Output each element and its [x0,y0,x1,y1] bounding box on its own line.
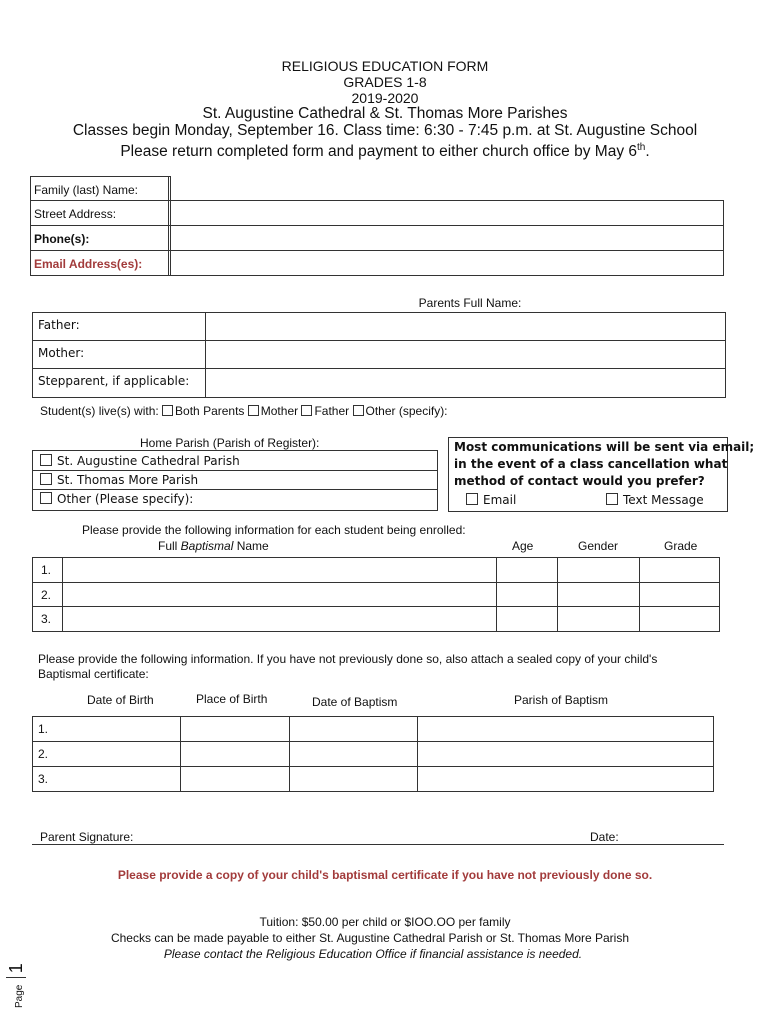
email-label: Email Address(es): [34,257,143,271]
baptism-row-3-number: 3. [38,772,49,786]
email-input[interactable] [170,251,721,274]
parish-option-other[interactable]: Other (Please specify): [40,492,193,506]
baptism-intro-line-2: Baptismal certificate: [38,667,149,681]
class-schedule: Classes begin Monday, September 16. Class time: 6:30 - 7:45 p.m. at St. Augustine School [72,122,698,139]
mother-input[interactable] [207,341,723,367]
street-address-label: Street Address: [34,207,117,221]
contact-line-2: in the event of a class cancellation what [454,457,728,471]
contact-option-text[interactable]: Text Message [606,493,704,507]
stepparent-input[interactable] [207,369,723,396]
col-age: Age [512,539,534,553]
parish-option-st-augustine[interactable]: St. Augustine Cathedral Parish [40,454,240,468]
date-label: Date: [590,830,619,844]
student-name-input[interactable] [64,583,495,605]
checkbox-other[interactable]: Other (specify): [353,404,448,418]
checkbox-both-parents[interactable]: Both Parents [162,404,244,418]
lives-with-row [40,404,448,418]
father-input[interactable] [207,313,723,339]
checkbox-father[interactable]: Father [301,404,349,418]
col-grade: Grade [664,539,698,553]
checkbox-icon [301,405,312,416]
col-gender: Gender [578,539,619,553]
phone-label: Phone(s): [34,232,90,246]
checkbox-icon [248,405,259,416]
col-baptismal-name: Full Baptismal Name [158,539,269,553]
mother-label: Mother: [38,346,85,360]
contact-line-3: method of contact would you prefer? [454,474,705,488]
student-row-2-number: 2. [41,588,52,602]
student-name-input[interactable] [64,558,495,581]
phone-input[interactable] [170,226,721,249]
checkbox-icon [40,454,52,466]
parent-signature-input[interactable] [140,822,580,842]
parish-option-st-thomas[interactable]: St. Thomas More Parish [40,473,198,487]
school-year: 2019-2020 [351,90,419,106]
checkbox-mother[interactable]: Mother [248,404,298,418]
col-parish-of-baptism: Parish of Baptism [514,693,609,707]
grades-line: GRADES 1-8 [343,74,427,90]
checkbox-icon [466,493,478,505]
checkbox-icon [353,405,364,416]
student-row-1-number: 1. [41,563,52,577]
financial-assistance-line: Please contact the Religious Education Office if financial assistance is needed. [163,947,583,961]
date-input[interactable] [622,822,722,842]
col-date-of-baptism: Date of Baptism [312,695,398,709]
form-title: RELIGIOUS EDUCATION FORM [281,58,489,74]
stepparent-label: Stepparent, if applicable: [38,374,190,388]
checkbox-icon [162,405,173,416]
baptism-row-1-number: 1. [38,722,49,736]
col-date-of-birth: Date of Birth [87,693,154,707]
checkbox-icon [606,493,618,505]
tuition-line: Tuition: $50.00 per child or $IOO.OO per family [259,915,511,929]
parishes-line: St. Augustine Cathedral & St. Thomas More Parishes [202,105,568,122]
checkbox-icon [40,473,52,485]
family-name-label: Family (last) Name: [34,183,139,197]
certificate-reminder: Please provide a copy of your child's baptismal certificate if you have not previously done so. [117,868,653,882]
parent-signature-label: Parent Signature: [40,830,134,844]
student-row-3-number: 3. [41,612,52,626]
lives-with-label: Student(s) live(s) with: [40,404,159,418]
baptism-row-2-number: 2. [38,747,49,761]
return-notice: Please return completed form and payment to either church office by May 6th. [120,142,650,161]
family-name-input[interactable] [170,177,721,200]
contact-option-email[interactable]: Email [466,493,516,507]
baptism-intro-line-1: Please provide the following information. If you have not previously done so, also attach a sealed copy of your child's [38,652,658,666]
contact-line-1: Most communications will be sent via email; [454,440,755,454]
street-address-input[interactable] [170,201,721,224]
checkbox-icon [40,492,52,504]
home-parish-heading: Home Parish (Parish of Register): [140,436,320,450]
signature-line [32,844,724,845]
checks-line: Checks can be made payable to either St. Augustine Cathedral Parish or St. Thomas More Parish [110,931,630,945]
parents-heading: Parents Full Name: [418,296,522,310]
page-number: Page 1 [6,963,26,1008]
col-place-of-birth: Place of Birth [196,692,268,706]
baptism-table [32,716,714,792]
father-label: Father: [38,318,80,332]
students-intro: Please provide the following information for each student being enrolled: [82,523,466,537]
student-name-input[interactable] [64,607,495,629]
